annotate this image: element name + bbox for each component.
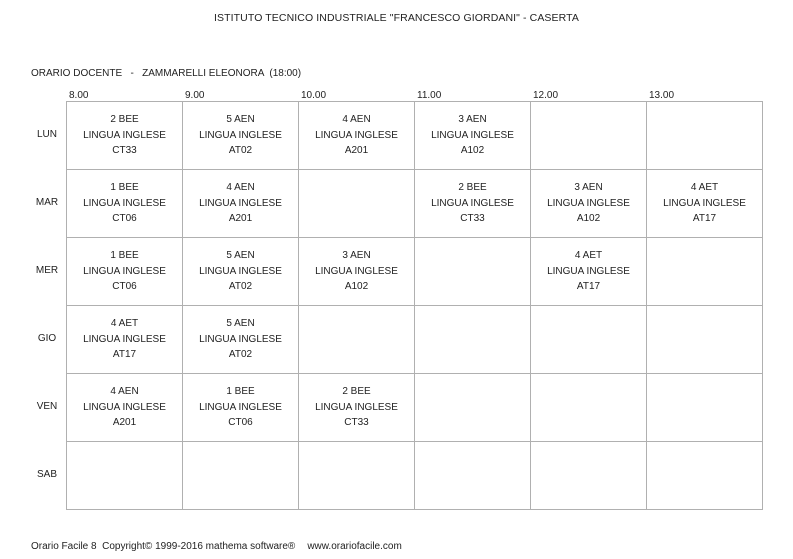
day-label: LUN <box>36 129 57 140</box>
hour-label: 10.00 <box>301 90 327 101</box>
subject-name: LINGUA INGLESE <box>83 333 166 345</box>
class-code: 4 AET <box>110 318 139 330</box>
day-label: GIO <box>37 333 57 344</box>
subject-name: LINGUA INGLESE <box>431 129 514 141</box>
empty-cell <box>415 374 531 442</box>
lesson-cell <box>67 102 183 170</box>
class-code: 4 AEN <box>226 182 255 194</box>
room-code: AT02 <box>228 281 253 293</box>
copyright-text: Orario Facile 8 Copyright© 1999-2016 mathema software® <box>31 541 296 552</box>
lesson-cell <box>647 170 763 238</box>
class-code: 3 AEN <box>458 114 487 126</box>
timetable-row <box>67 306 763 374</box>
lesson-cell <box>183 170 299 238</box>
room-code: A201 <box>344 145 369 157</box>
empty-cell <box>299 170 415 238</box>
class-code: 4 AEN <box>110 386 139 398</box>
class-code: 3 AEN <box>342 250 371 262</box>
empty-cell <box>647 306 763 374</box>
class-code: 2 BEE <box>458 182 487 194</box>
room-code: CT33 <box>460 213 485 225</box>
subject-name: LINGUA INGLESE <box>547 265 630 277</box>
empty-cell <box>647 238 763 306</box>
subject-name: LINGUA INGLESE <box>83 129 166 141</box>
room-code: A102 <box>344 281 369 293</box>
empty-cell <box>415 442 531 510</box>
subject-name: LINGUA INGLESE <box>315 265 398 277</box>
empty-cell <box>67 442 183 510</box>
room-code: CT06 <box>112 213 137 225</box>
school-title: ISTITUTO TECNICO INDUSTRIALE "FRANCESCO GIORDANI" - CASERTA <box>214 12 579 24</box>
subject-name: LINGUA INGLESE <box>83 265 166 277</box>
lesson-cell <box>299 238 415 306</box>
timetable-row <box>67 238 763 306</box>
day-label: SAB <box>36 469 57 480</box>
class-code: 4 AET <box>690 182 719 194</box>
room-code: AT17 <box>692 213 717 225</box>
lesson-cell <box>183 238 299 306</box>
lesson-cell <box>415 170 531 238</box>
class-code: 1 BEE <box>110 182 139 194</box>
subject-name: LINGUA INGLESE <box>83 401 166 413</box>
class-code: 2 BEE <box>342 386 371 398</box>
lesson-cell <box>415 102 531 170</box>
subject-name: LINGUA INGLESE <box>315 401 398 413</box>
empty-cell <box>647 102 763 170</box>
subject-name: LINGUA INGLESE <box>199 265 282 277</box>
day-label: MER <box>35 265 59 276</box>
lesson-cell <box>299 102 415 170</box>
subject-name: LINGUA INGLESE <box>663 197 746 209</box>
subject-name: LINGUA INGLESE <box>547 197 630 209</box>
room-code: A201 <box>112 417 137 429</box>
class-code: 5 AEN <box>226 250 255 262</box>
lesson-cell <box>67 374 183 442</box>
subject-name: LINGUA INGLESE <box>199 129 282 141</box>
timetable-row <box>67 374 763 442</box>
hour-label: 12.00 <box>533 90 559 101</box>
room-code: AT02 <box>228 145 253 157</box>
hour-label: 8.00 <box>69 90 89 101</box>
empty-cell <box>415 306 531 374</box>
subject-name: LINGUA INGLESE <box>199 401 282 413</box>
class-code: 1 BEE <box>226 386 255 398</box>
hour-label: 13.00 <box>649 90 675 101</box>
empty-cell <box>531 306 647 374</box>
lesson-cell <box>183 306 299 374</box>
room-code: CT33 <box>344 417 369 429</box>
empty-cell <box>531 442 647 510</box>
hour-label: 9.00 <box>185 90 205 101</box>
subject-name: LINGUA INGLESE <box>431 197 514 209</box>
footer <box>31 541 402 552</box>
empty-cell <box>299 306 415 374</box>
lesson-cell <box>67 170 183 238</box>
class-code: 1 BEE <box>110 250 139 262</box>
class-code: 5 AEN <box>226 318 255 330</box>
room-code: CT33 <box>112 145 137 157</box>
website-link[interactable]: www.orariofacile.com <box>307 541 402 552</box>
empty-cell <box>183 442 299 510</box>
lesson-cell <box>67 306 183 374</box>
timetable-row <box>67 102 763 170</box>
lesson-cell <box>183 102 299 170</box>
empty-cell <box>531 102 647 170</box>
class-code: 3 AEN <box>574 182 603 194</box>
class-code: 2 BEE <box>110 114 139 126</box>
timetable-row <box>67 442 763 510</box>
day-label: VEN <box>36 401 58 412</box>
empty-cell <box>647 442 763 510</box>
empty-cell <box>531 374 647 442</box>
day-label: MAR <box>35 197 59 208</box>
lesson-cell <box>531 238 647 306</box>
room-code: AT17 <box>112 349 137 361</box>
lesson-cell <box>531 170 647 238</box>
subject-name: LINGUA INGLESE <box>199 197 282 209</box>
subject-name: LINGUA INGLESE <box>83 197 166 209</box>
room-code: A102 <box>460 145 485 157</box>
room-code: A201 <box>228 213 253 225</box>
timetable-grid <box>66 101 763 510</box>
class-code: 4 AET <box>574 250 603 262</box>
lesson-cell <box>67 238 183 306</box>
subject-name: LINGUA INGLESE <box>199 333 282 345</box>
empty-cell <box>415 238 531 306</box>
hour-label: 11.00 <box>417 90 442 101</box>
room-code: CT06 <box>228 417 253 429</box>
lesson-cell <box>183 374 299 442</box>
room-code: CT06 <box>112 281 137 293</box>
room-code: A102 <box>576 213 601 225</box>
empty-cell <box>299 442 415 510</box>
class-code: 4 AEN <box>342 114 371 126</box>
lesson-cell <box>299 374 415 442</box>
timetable-row <box>67 170 763 238</box>
subject-name: LINGUA INGLESE <box>315 129 398 141</box>
teacher-schedule-title: ORARIO DOCENTE - ZAMMARELLI ELEONORA (18:00) <box>31 68 302 79</box>
room-code: AT02 <box>228 349 253 361</box>
room-code: AT17 <box>576 281 601 293</box>
empty-cell <box>647 374 763 442</box>
class-code: 5 AEN <box>226 114 255 126</box>
